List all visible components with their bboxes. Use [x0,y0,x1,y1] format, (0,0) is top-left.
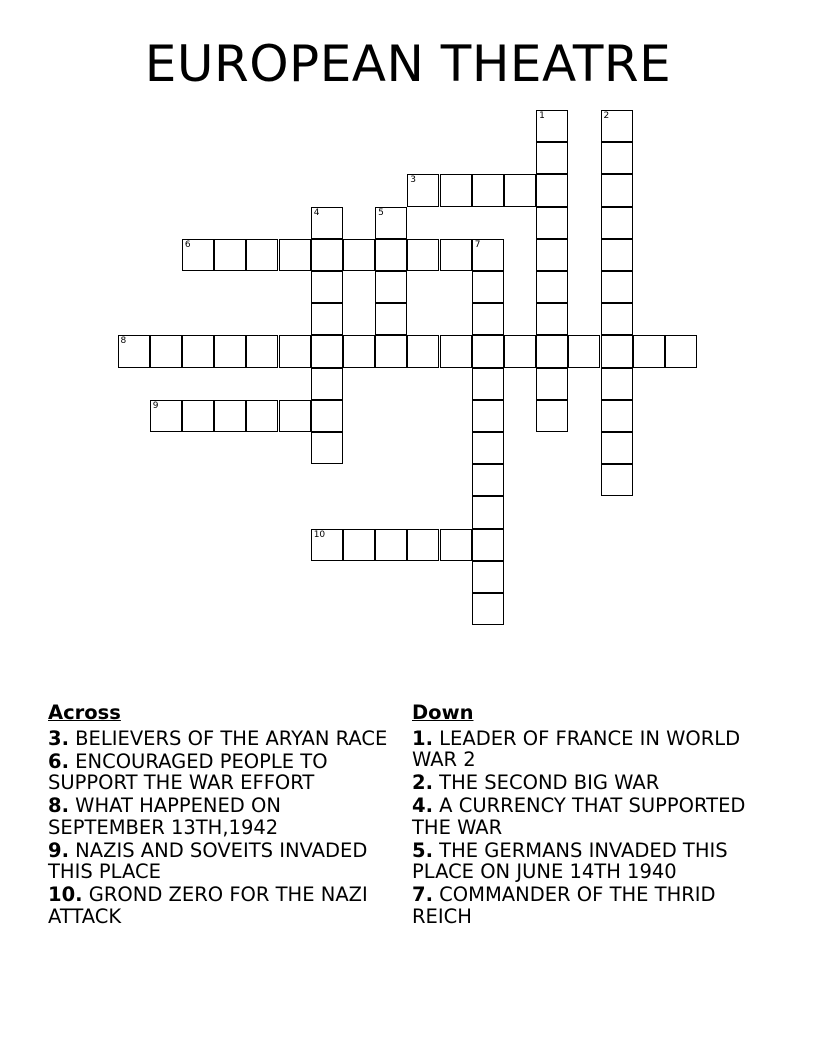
clue-text: NAZIS AND SOVEITS INVADED THIS PLACE [48,838,368,883]
clue-number-label: 9 [152,400,159,411]
grid-cell[interactable] [601,303,633,335]
grid-cell[interactable] [472,400,504,432]
grid-cell[interactable] [536,303,568,335]
grid-cell[interactable] [601,110,633,142]
grid-cell[interactable] [536,368,568,400]
grid-cell[interactable] [343,239,375,271]
clue-number-label: 3 [410,175,417,186]
grid-cell[interactable] [214,400,246,432]
grid-cell[interactable] [407,174,439,206]
grid-cell[interactable] [311,335,343,367]
grid-cell[interactable] [311,271,343,303]
grid-cell[interactable] [407,239,439,271]
down-clue [412,840,752,883]
grid-cell[interactable] [472,271,504,303]
grid-cell[interactable] [601,335,633,367]
down-clues [412,702,752,929]
grid-cell[interactable] [601,271,633,303]
across-clue [48,795,388,838]
clue-number-label: 4 [313,207,320,218]
clue-number: 6. [48,749,69,773]
grid-cell[interactable] [118,335,150,367]
page-title: EUROPEAN THEATRE [144,35,672,93]
grid-cell[interactable] [150,335,182,367]
grid-cell[interactable] [279,239,311,271]
clue-number: 1. [412,726,433,750]
grid-cell[interactable] [246,335,278,367]
grid-cell[interactable] [311,400,343,432]
grid-cell[interactable] [440,335,472,367]
grid-cell[interactable] [536,110,568,142]
clue-number-label: 1 [539,111,545,121]
clue-number: 3. [48,726,69,750]
clue-text: THE GERMANS INVADED THIS PLACE ON JUNE 14TH 1940 [412,838,728,883]
grid-cell[interactable] [440,529,472,561]
grid-cell[interactable] [601,142,633,174]
down-heading: Down [412,701,474,724]
clue-text: ENCOURAGED PEOPLE TO SUPPORT THE WAR EFFORT [48,749,328,794]
across-clue [48,884,388,927]
grid-cell[interactable] [536,174,568,206]
clue-number: 4. [412,794,433,817]
grid-cell[interactable] [601,174,633,206]
grid-cell[interactable] [536,207,568,239]
grid-cell[interactable] [279,400,311,432]
down-clue [412,772,752,794]
grid-cell[interactable] [472,303,504,335]
grid-cell[interactable] [472,464,504,496]
clue-number: 7. [412,883,433,906]
grid-cell[interactable] [311,303,343,335]
grid-cell[interactable] [407,529,439,561]
grid-cell[interactable] [472,432,504,464]
grid-cell[interactable] [343,335,375,367]
grid-cell[interactable] [375,303,407,335]
grid-cell[interactable] [536,271,568,303]
grid-cell[interactable] [472,335,504,367]
clue-number: 9. [48,838,69,862]
grid-cell[interactable] [536,400,568,432]
grid-cell[interactable] [472,174,504,206]
grid-cell[interactable] [536,239,568,271]
grid-cell[interactable] [536,335,568,367]
grid-cell[interactable] [214,239,246,271]
grid-cell[interactable] [601,400,633,432]
down-clue-list [412,728,752,928]
grid-cell[interactable] [182,239,214,271]
grid-cell[interactable] [182,335,214,367]
grid-cell[interactable] [375,271,407,303]
clue-text: A CURRENCY THAT SUPPORTED THE WAR [412,794,746,839]
grid-cell[interactable] [311,239,343,271]
grid-cell[interactable] [375,335,407,367]
down-clue [412,728,752,771]
grid-cell[interactable] [311,432,343,464]
grid-cell[interactable] [311,368,343,400]
grid-cell[interactable] [311,529,343,561]
grid-cell[interactable] [440,239,472,271]
grid-cell[interactable] [472,239,504,271]
clue-text: GROND ZERO FOR THE NAZI ATTACK [48,883,368,928]
grid-cell[interactable] [601,207,633,239]
clue-number-label: 5 [378,207,384,218]
grid-cell[interactable] [504,174,536,206]
grid-cell[interactable] [601,432,633,464]
grid-cell[interactable] [633,335,665,367]
across-heading: Across [48,701,121,724]
grid-cell[interactable] [504,335,536,367]
across-clues [48,702,388,929]
grid-cell[interactable] [343,529,375,561]
grid-cell[interactable] [472,529,504,561]
across-clue [48,728,388,750]
grid-cell[interactable] [375,207,407,239]
grid-cell[interactable] [246,239,278,271]
grid-cell[interactable] [407,335,439,367]
clue-number: 8. [48,794,69,817]
clue-number: 2. [412,771,433,794]
across-clue [48,751,388,794]
grid-cell[interactable] [472,496,504,528]
grid-cell[interactable] [311,207,343,239]
grid-cell[interactable] [601,464,633,496]
clue-number-label: 6 [184,239,191,250]
down-clue [412,795,752,838]
grid-cell[interactable] [246,400,278,432]
grid-cell[interactable] [472,561,504,593]
grid-cell[interactable] [472,593,504,625]
grid-cell[interactable] [440,174,472,206]
grid-cell[interactable] [536,142,568,174]
clue-text: BELIEVERS OF THE ARYAN RACE [68,726,388,750]
grid-cell[interactable] [568,335,600,367]
clue-text: LEADER OF FRANCE IN WORLD WAR 2 [412,726,741,771]
across-clue [48,840,388,883]
clue-text: COMMANDER OF THE THRID REICH [412,883,716,928]
clue-number-label: 7 [474,239,481,250]
grid-cell[interactable] [375,529,407,561]
grid-cell[interactable] [279,335,311,367]
across-clue-list [48,728,388,928]
grid-cell[interactable] [214,335,246,367]
clue-text: THE SECOND BIG WAR [432,771,660,794]
grid-cell[interactable] [472,368,504,400]
grid-cell[interactable] [150,400,182,432]
grid-cell[interactable] [182,400,214,432]
clue-number: 10. [48,883,83,906]
clue-number-label: 8 [120,336,127,347]
clue-number-label: 2 [603,111,610,121]
grid-cell[interactable] [375,239,407,271]
grid-cell[interactable] [665,335,697,367]
grid-cell[interactable] [601,368,633,400]
clue-text: WHAT HAPPENED ON SEPTEMBER 13TH,1942 [48,794,281,839]
grid-cell[interactable] [601,239,633,271]
clue-number: 5. [412,838,433,862]
clue-number-label: 10 [313,529,326,540]
down-clue [412,884,752,927]
